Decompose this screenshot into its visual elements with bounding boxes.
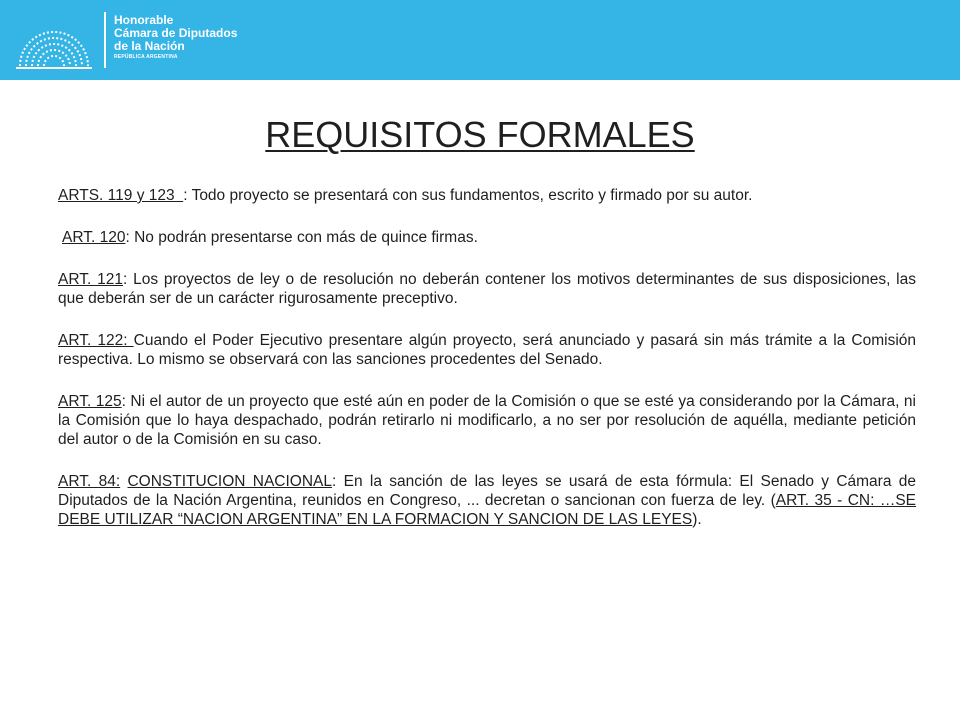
article-ref: ART. 122: [58, 332, 134, 349]
separator: : [121, 393, 131, 410]
organization-name [114, 14, 237, 61]
org-line-3: de la Nación [114, 39, 185, 53]
paragraph-art-121 [58, 270, 916, 308]
separator: : [122, 271, 134, 288]
logo-divider [104, 12, 106, 68]
article-text: Ni el autor de un proyecto que esté aún en poder de la Comisión o que se esté ya considerando por la Cámara, ni la Comisión que lo haya despachado, podrán retirarlo ni modificarlo, a no ser por resolución de aquélla, mediante petición del autor o de la Comisión en su caso. [58, 393, 916, 448]
article-ref: ART. 121 [58, 271, 123, 288]
closing-paren: ). [692, 511, 702, 528]
page-title: REQUISITOS FORMALES [265, 114, 695, 155]
separator: : [125, 229, 135, 246]
paragraph-art-125 [58, 392, 916, 449]
constitution-note: ART. 35 - CN: …SE DEBE UTILIZAR “NACION ARGENTINA” EN LA FORMACION Y SANCION DE LAS LEYES [58, 492, 916, 528]
org-line-4: REPÚBLICA ARGENTINA [114, 54, 178, 60]
org-line-2: Cámara de Diputados [114, 26, 238, 40]
separator: : [332, 473, 344, 490]
article-text: En la sanción de las leyes se usará de esta fórmula: El Senado y Cámara de Diputados de la Nación Argentina, reunidos en Congreso, ... decretan o sancionan con fuerza de ley. ( [58, 473, 916, 509]
slide-body [58, 186, 916, 552]
article-ref: ART. 120 [62, 229, 126, 246]
paragraph-arts-119-123 [58, 186, 916, 205]
header-banner [0, 0, 960, 80]
article-text: Los proyectos de ley o de resolución no deberán contener los motivos determinantes de sus disposiciones, las que deberán ser de un carácter rigurosamente preceptivo. [58, 271, 916, 307]
article-ref: ART. 84: [58, 473, 121, 490]
article-ref: ARTS. 119 y 123 [58, 187, 184, 204]
paragraph-art-122 [58, 331, 916, 369]
article-text: No podrán presentarse con más de quince firmas. [134, 229, 478, 246]
article-text: Cuando el Poder Ejecutivo presentare algún proyecto, será anunciado y pasará sin más trámite a la Comisión respectiva. Lo mismo se observará con las sanciones procedentes del Senado. [58, 332, 916, 368]
article-text: Todo proyecto se presentará con sus fundamentos, escrito y firmado por su autor. [191, 187, 753, 204]
org-line-1: Honorable [114, 13, 174, 27]
congress-dome-logo-icon [14, 8, 94, 70]
paragraph-art-120 [58, 228, 916, 247]
constitution-ref: CONSTITUCION NACIONAL [127, 473, 333, 490]
paragraph-art-84 [58, 472, 916, 529]
separator: : [183, 187, 192, 204]
article-ref: ART. 125 [58, 393, 122, 410]
